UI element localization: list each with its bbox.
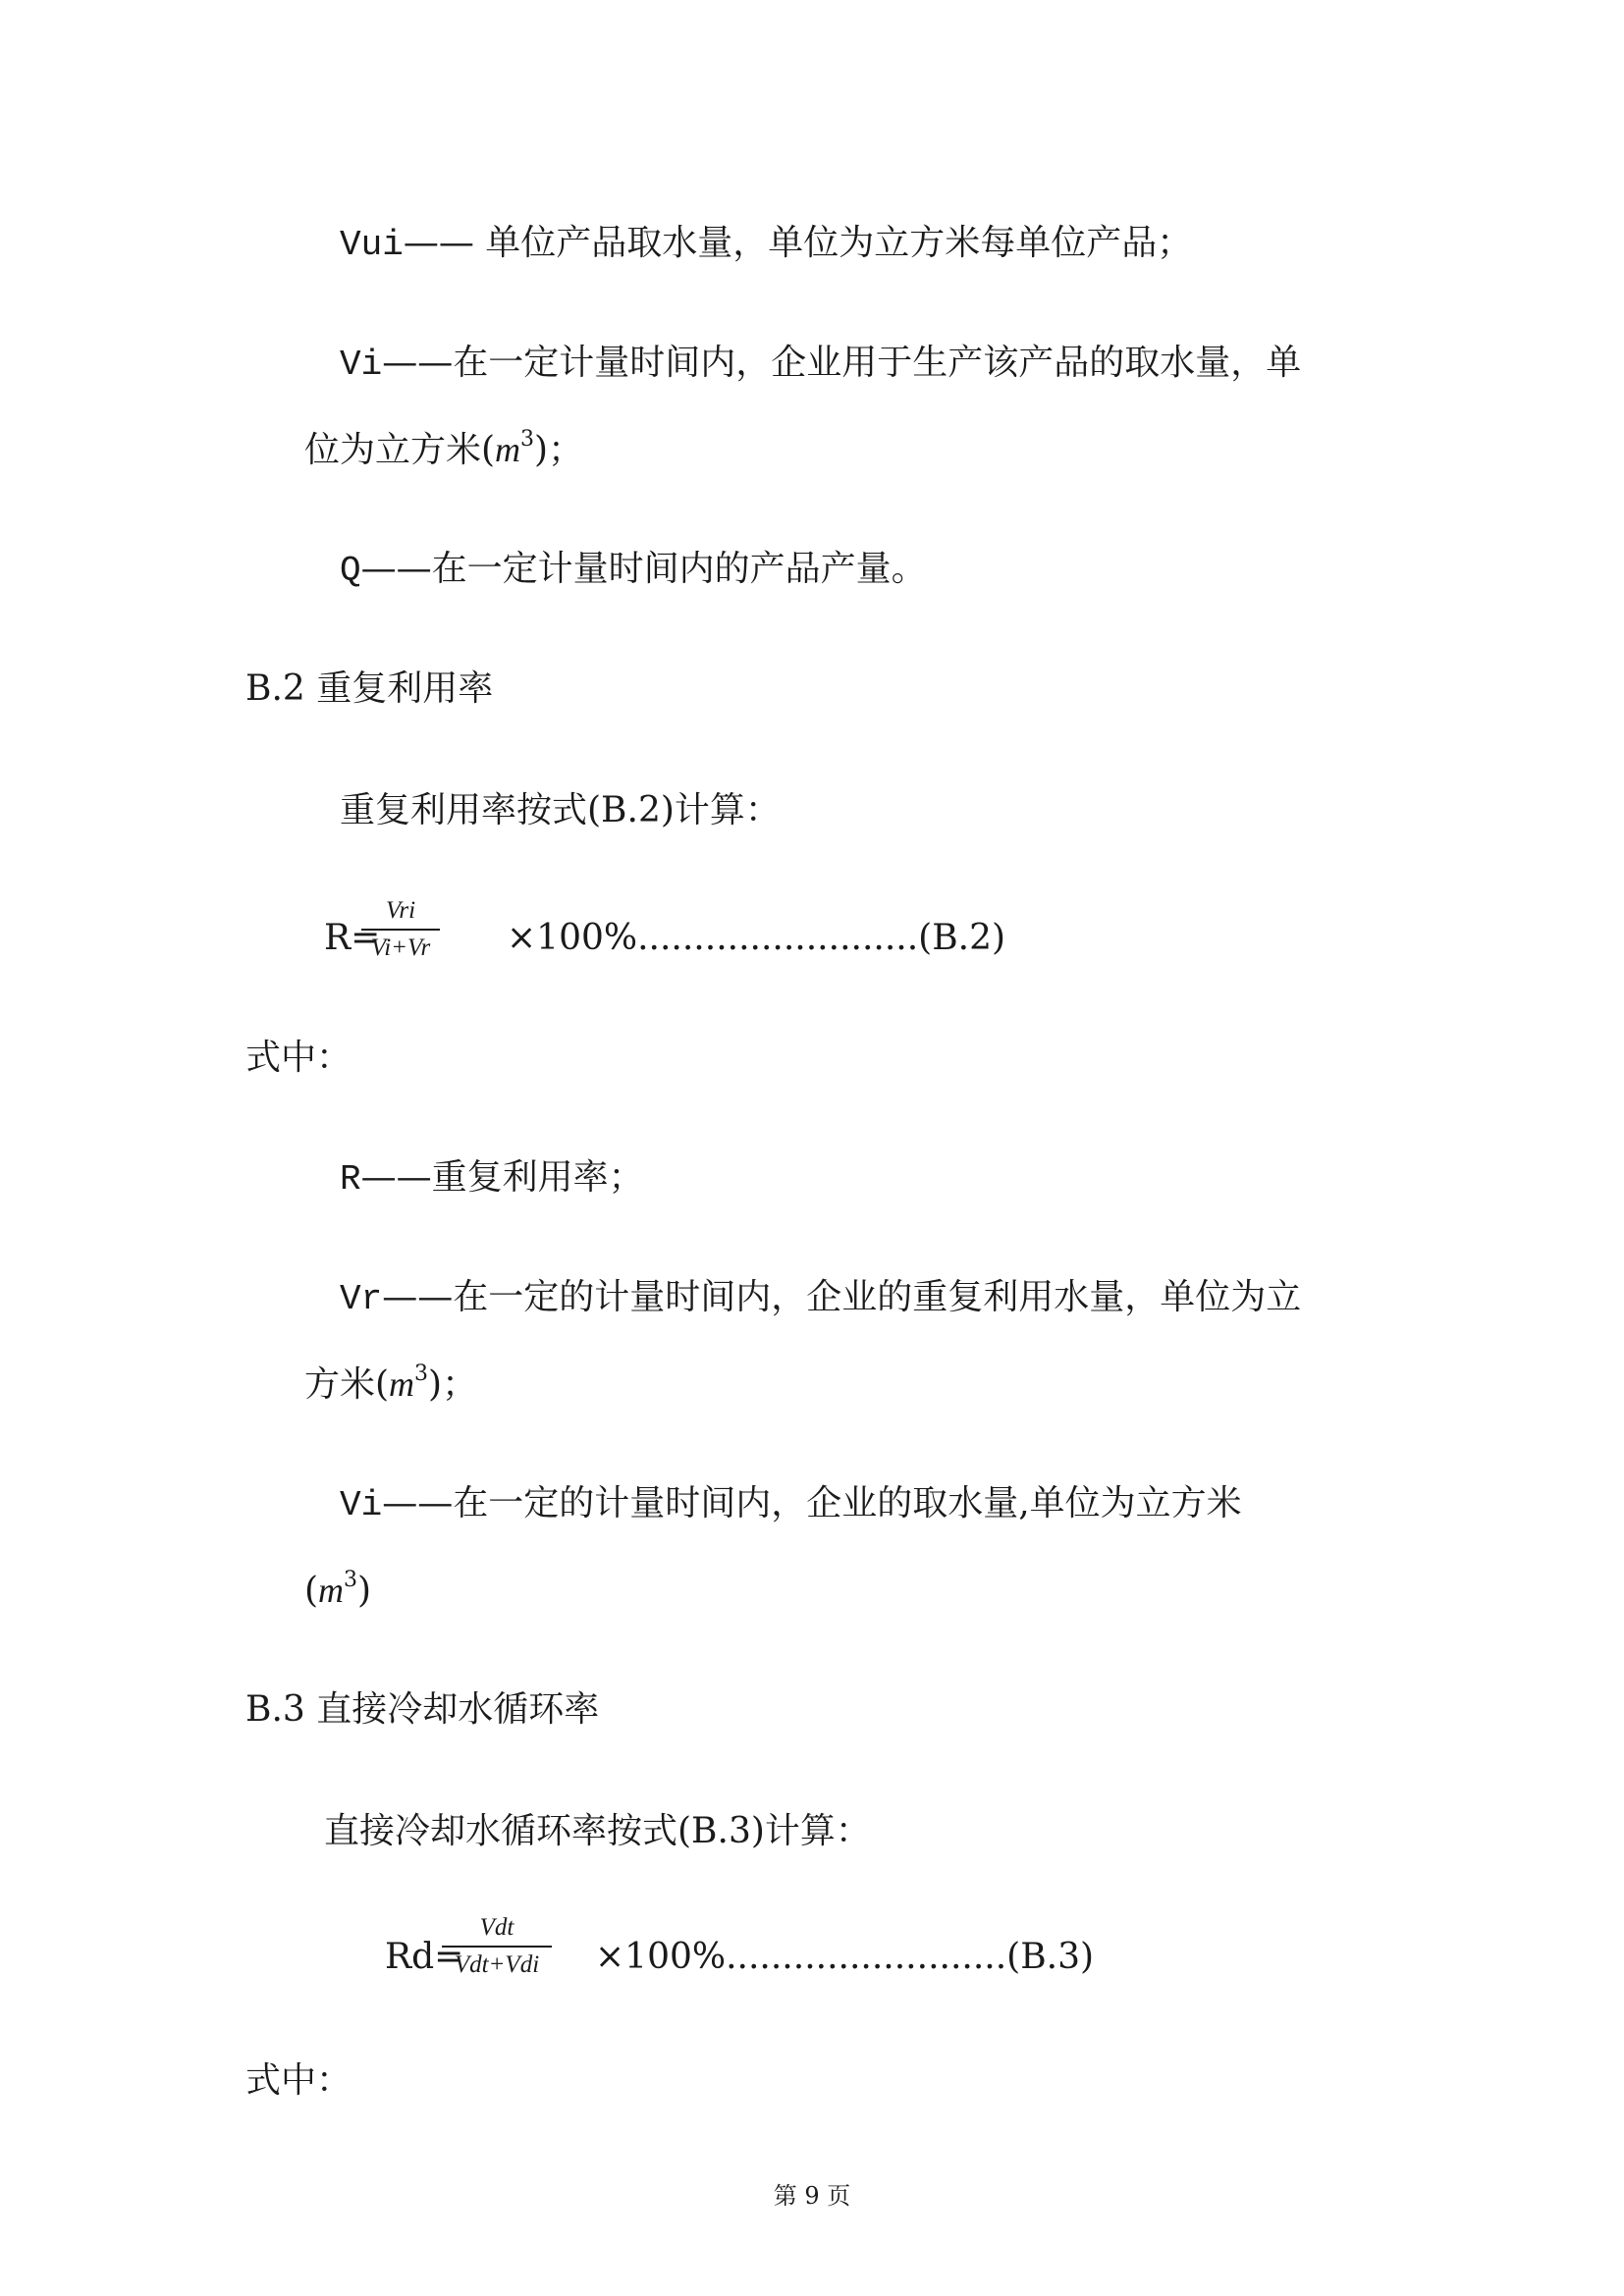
vi-definition-line-2 xyxy=(304,426,583,474)
vi-unit-prefix: 位为立方米( xyxy=(304,430,496,470)
fraction-bar xyxy=(442,1946,552,1948)
vi-definition-b2-line-2 xyxy=(304,1567,371,1615)
vr-unit-prefix: 方米( xyxy=(304,1364,390,1405)
formula-b3 xyxy=(385,1912,1269,2001)
where-label-b3: 式中： xyxy=(245,2060,352,2101)
formula-b2-rest: ×100%.........................(B.2) xyxy=(507,918,1006,958)
r-symbol: R xyxy=(340,1159,361,1200)
vi-b2-text: 在一定的计量时间内，企业的取水量,单位为立方米 xyxy=(453,1483,1242,1523)
formula-b3-denominator: Vdt+Vdi xyxy=(454,1951,540,1978)
formula-b3-rest: ×100%.........................(B.3) xyxy=(595,1937,1095,1977)
vi-symbol: Vi xyxy=(340,345,383,385)
section-b3-heading: B.3 直接冷却水循环率 xyxy=(245,1689,600,1730)
unit-exponent: 3 xyxy=(520,427,535,452)
vr-text: 在一定的计量时间内，企业的重复利用水量，单位为立 xyxy=(453,1277,1302,1317)
formula-b2-lhs: R= xyxy=(324,918,381,958)
q-dash: —— xyxy=(360,549,432,589)
vi-definition-line-1 xyxy=(340,340,1301,389)
vui-definition xyxy=(340,220,1192,269)
vi-b2-unit-close: ) xyxy=(357,1571,372,1611)
where-label-b2: 式中： xyxy=(245,1038,352,1078)
fraction-bar xyxy=(361,929,440,931)
r-definition xyxy=(340,1154,644,1203)
vi-definition-b2-line-1 xyxy=(340,1480,1242,1529)
vui-dash: —— xyxy=(403,223,474,263)
formula-b2-fraction xyxy=(361,895,440,964)
q-definition xyxy=(340,546,927,595)
r-text: 重复利用率； xyxy=(431,1157,644,1198)
unit-m: m xyxy=(389,1364,415,1404)
section-b2-intro: 重复利用率按式(B.2)计算： xyxy=(340,790,781,830)
q-text: 在一定计量时间内的产品产量。 xyxy=(431,549,927,589)
section-b3-intro: 直接冷却水循环率按式(B.3)计算： xyxy=(324,1811,871,1851)
formula-b3-numerator: Vdt xyxy=(479,1914,514,1941)
vr-dash: —— xyxy=(382,1277,454,1317)
formula-b2-numerator: Vri xyxy=(385,897,416,924)
q-symbol: Q xyxy=(340,551,361,591)
vr-symbol: Vr xyxy=(340,1279,383,1319)
section-b2-heading: B.2 重复利用率 xyxy=(245,668,494,709)
vi-text: 在一定计量时间内，企业用于生产该产品的取水量，单 xyxy=(453,343,1302,383)
vr-definition-line-2 xyxy=(304,1361,477,1409)
r-dash: —— xyxy=(360,1157,432,1198)
vi-dash: —— xyxy=(382,343,454,383)
vr-definition-line-1 xyxy=(340,1274,1301,1323)
unit-exponent: 3 xyxy=(414,1362,429,1386)
vui-symbol: Vui xyxy=(340,225,404,265)
unit-exponent: 3 xyxy=(344,1568,358,1592)
vui-text: 单位产品取水量，单位为立方米每单位产品； xyxy=(473,223,1193,263)
formula-b2-denominator: Vi+Vr xyxy=(370,934,431,961)
formula-b2 xyxy=(324,895,1208,984)
formula-b3-lhs: Rd= xyxy=(385,1937,464,1977)
vi-b2-symbol: Vi xyxy=(340,1485,383,1525)
formula-b3-fraction xyxy=(442,1912,552,1981)
page-number: 第 9 页 xyxy=(773,2182,851,2210)
unit-m: m xyxy=(495,430,521,469)
vr-unit-close: )； xyxy=(428,1364,478,1405)
vi-b2-dash: —— xyxy=(382,1483,454,1523)
unit-m: m xyxy=(318,1571,345,1610)
vi-b2-unit-prefix: ( xyxy=(304,1571,319,1611)
vi-unit-close: )； xyxy=(534,430,584,470)
